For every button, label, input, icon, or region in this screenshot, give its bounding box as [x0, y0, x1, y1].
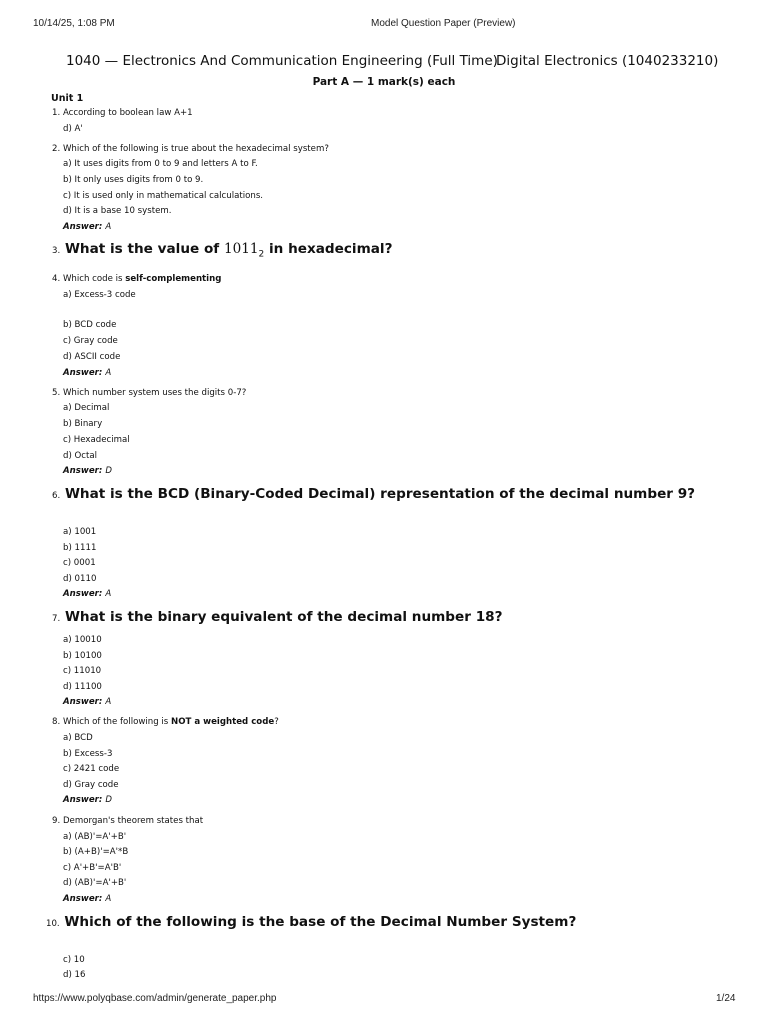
question-number: 4. [52, 274, 61, 284]
option: c) 11010 [63, 666, 102, 676]
answer-label: Answer: [63, 697, 103, 707]
answer-value: A [105, 589, 112, 599]
question-2 [52, 144, 329, 154]
option: c) Hexadecimal [63, 435, 130, 445]
option: b) Excess-3 [63, 749, 113, 759]
option: b) 1111 [63, 543, 97, 553]
answer [63, 697, 111, 707]
question-5 [52, 388, 246, 398]
answer-label: Answer: [63, 222, 103, 232]
option: b) Binary [63, 419, 103, 429]
answer-value: D [105, 466, 112, 476]
answer-label: Answer: [63, 894, 103, 904]
question-text: Which of the following is [62, 717, 169, 727]
subject-title: Digital Electronics (1040233210) [496, 53, 719, 69]
question-text: According to boolean law A+1 [62, 108, 193, 118]
base-subscript: 2 [258, 249, 265, 260]
option: c) 10 [63, 955, 85, 965]
option: d) (AB)'=A'+B' [63, 878, 127, 888]
question-1 [52, 108, 193, 118]
answer [63, 589, 111, 599]
question-text: Which of the following is true about the hexadecimal system? [62, 144, 329, 154]
question-4 [52, 274, 221, 284]
question-text-end: ? [274, 717, 279, 727]
question-number: 10. [46, 919, 60, 929]
option: a) BCD [63, 733, 93, 743]
answer-value: A [105, 222, 112, 232]
question-number: 7. [52, 614, 61, 624]
option: b) It only uses digits from 0 to 9. [63, 175, 204, 185]
option: c) Gray code [63, 336, 118, 346]
option: d) Octal [63, 451, 98, 461]
answer-label: Answer: [63, 589, 103, 599]
option: d) 0110 [63, 574, 97, 584]
option: d) 11100 [63, 682, 102, 692]
question-8 [52, 717, 279, 727]
answer-value: A [105, 368, 112, 378]
question-text: Which code is [62, 274, 123, 284]
option: d) A' [63, 124, 83, 134]
option: d) It is a base 10 system. [63, 206, 172, 216]
question-number: 5. [52, 388, 61, 398]
unit-heading: Unit 1 [51, 93, 84, 104]
answer [63, 795, 112, 805]
question-number: 3. [52, 246, 61, 256]
print-datetime: 10/14/25, 1:08 PM [33, 18, 115, 29]
option: a) (AB)'=A'+B' [63, 832, 127, 842]
option: c) A'+B'=A'B' [63, 863, 122, 873]
question-number: 1. [52, 108, 61, 118]
question-text: Demorgan's theorem states that [62, 816, 204, 826]
question-text: Which number system uses the digits 0-7? [62, 388, 247, 398]
option: c) 0001 [63, 558, 96, 568]
question-number: 9. [52, 816, 61, 826]
answer-label: Answer: [63, 795, 103, 805]
option: a) Decimal [63, 403, 110, 413]
question-number: 8. [52, 717, 61, 727]
question-number: 6. [52, 491, 61, 501]
option: c) 2421 code [63, 764, 120, 774]
answer [63, 466, 112, 476]
option: c) It is used only in mathematical calculations. [63, 191, 264, 201]
question-7 [52, 609, 503, 625]
question-3 [52, 241, 392, 260]
option: d) Gray code [63, 780, 119, 790]
option: a) It uses digits from 0 to 9 and letters A to F. [63, 159, 258, 169]
question-text: What is the binary equivalent of the decimal number 18? [64, 609, 503, 625]
question-emphasis: NOT a weighted code [171, 717, 275, 727]
question-number: 2. [52, 144, 61, 154]
option: b) 10100 [63, 651, 102, 661]
document-title: Model Question Paper (Preview) [371, 18, 516, 29]
question-emphasis: self-complementing [125, 274, 222, 284]
answer [63, 222, 111, 232]
answer [63, 368, 111, 378]
option: b) BCD code [63, 320, 117, 330]
answer-value: A [105, 697, 112, 707]
answer-label: Answer: [63, 466, 103, 476]
option: a) 10010 [63, 635, 102, 645]
answer [63, 894, 111, 904]
answer-value: A [105, 894, 112, 904]
option: d) ASCII code [63, 352, 121, 362]
course-title: 1040 — Electronics And Communication Engineering (Full Time) [66, 53, 498, 69]
answer-label: Answer: [63, 368, 103, 378]
question-10 [46, 914, 576, 930]
page-url: https://www.polyqbase.com/admin/generate_paper.php [33, 993, 277, 1004]
option: b) (A+B)'=A'*B [63, 847, 129, 857]
page-number: 1/24 [716, 993, 736, 1004]
question-9 [52, 816, 203, 826]
option: a) Excess-3 code [63, 290, 136, 300]
question-6 [52, 486, 695, 502]
option: a) 1001 [63, 527, 97, 537]
question-text-end: in hexadecimal? [269, 241, 393, 257]
part-heading: Part A — 1 mark(s) each [312, 76, 456, 88]
answer-value: D [105, 795, 112, 805]
question-text: Which of the following is the base of the Decimal Number System? [64, 914, 577, 930]
binary-value: 1011 [223, 241, 259, 257]
question-text: What is the BCD (Binary-Coded Decimal) representation of the decimal number 9? [64, 486, 696, 502]
option: d) 16 [63, 970, 86, 980]
question-text: What is the value of [64, 241, 220, 257]
